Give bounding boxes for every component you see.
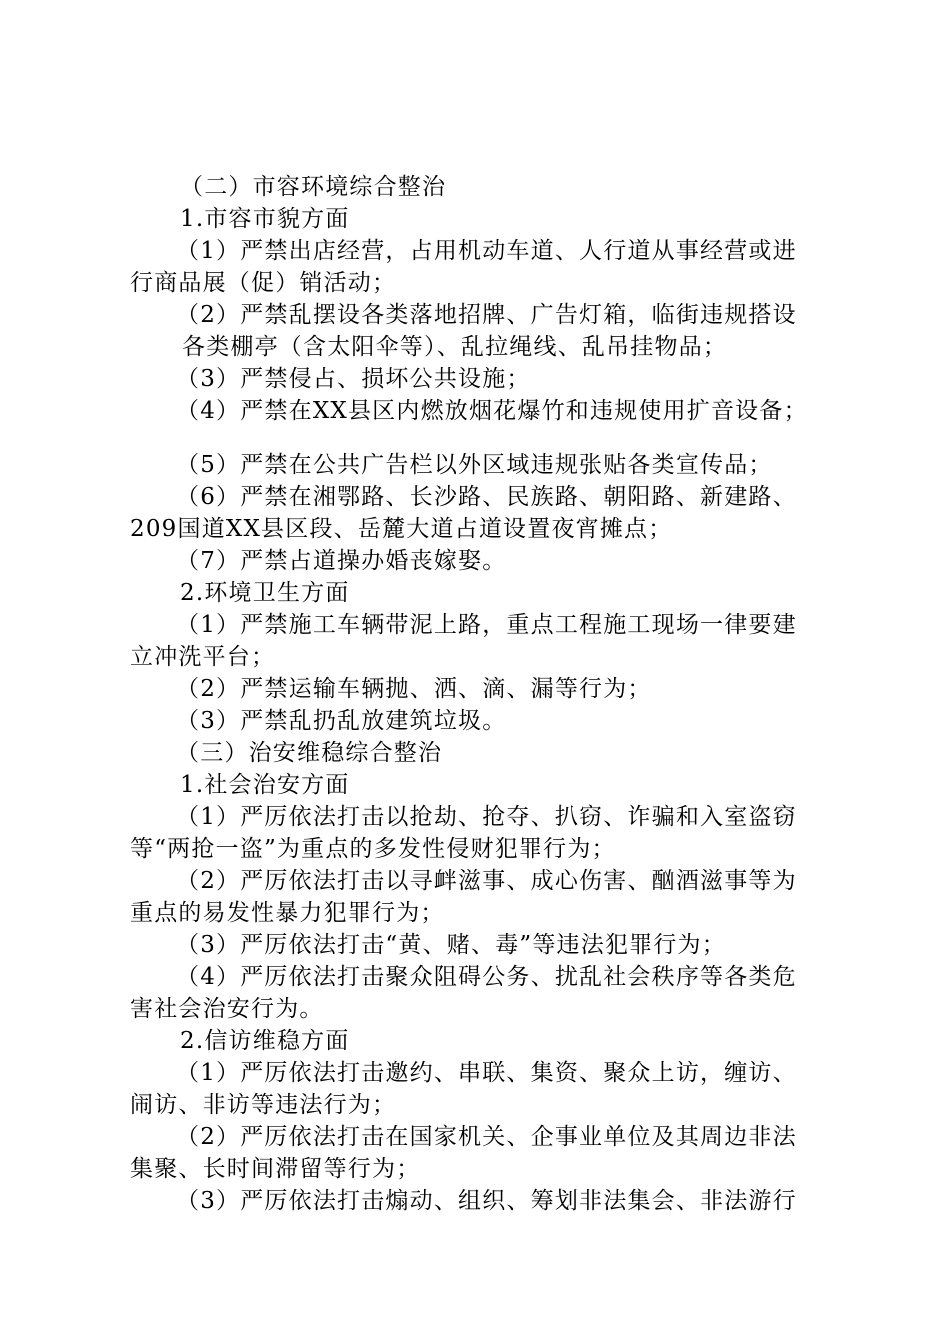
paragraph-line: （3）严禁乱扔乱放建筑垃圾。	[176, 708, 507, 734]
paragraph-line: （3）严厉依法打击“黄、赌、毒”等违法犯罪行为；	[176, 932, 726, 958]
paragraph-line: （4）严厉依法打击聚众阻碍公务、扰乱社会秩序等各类危	[176, 964, 797, 990]
paragraph-line: （4）严禁在XX县区内燃放烟花爆竹和违规使用扩音设备；	[176, 398, 808, 424]
paragraph-line: （3）严禁侵占、损坏公共设施；	[176, 366, 531, 392]
document-body	[130, 171, 830, 1217]
paragraph-line: （5）严禁在公共广告栏以外区域违规张贴各类宣传品；	[176, 452, 773, 478]
paragraph-line: （2）严厉依法打击在国家机关、企事业单位及其周边非法	[176, 1124, 797, 1150]
section-heading: （三）治安维稳综合整治	[176, 740, 443, 766]
paragraph-line: （1）严禁施工车辆带泥上路，重点工程施工现场一律要建	[176, 612, 797, 638]
paragraph-line: 等“两抢一盗”为重点的多发性侵财犯罪行为；	[130, 836, 616, 862]
paragraph-line: （2）严禁运输车辆抛、洒、滴、漏等行为；	[176, 676, 652, 702]
subsection-heading: 2.信访维稳方面	[180, 1028, 350, 1054]
paragraph-line: 209国道XX县区段、岳麓大道占道设置夜宵摊点；	[130, 516, 673, 542]
section-heading: （二）市容环境综合整治	[180, 174, 447, 200]
paragraph-line: （1）严禁出店经营，占用机动车道、人行道从事经营或进	[176, 238, 797, 264]
paragraph-line: （2）严禁乱摆设各类落地招牌、广告灯箱，临街违规搭设	[176, 302, 797, 328]
paragraph-line: （3）严厉依法打击煽动、组织、筹划非法集会、非法游行	[176, 1188, 797, 1214]
paragraph-line: （7）严禁占道操办婚丧嫁娶。	[176, 548, 507, 574]
paragraph-line: （2）严厉依法打击以寻衅滋事、成心伤害、酗酒滋事等为	[176, 868, 797, 894]
paragraph-line: 集聚、长时间滞留等行为；	[130, 1156, 421, 1182]
paragraph-line: 立冲洗平台；	[130, 644, 276, 670]
paragraph-line: 行商品展（促）销活动；	[130, 270, 397, 296]
paragraph-line: （1）严厉依法打击以抢劫、抢夺、扒窃、诈骗和入室盗窃	[176, 804, 797, 830]
paragraph-line: 各类棚亭（含太阳伞等）、乱拉绳线、乱吊挂物品；	[182, 334, 728, 360]
subsection-heading: 1.市容市貌方面	[180, 206, 350, 232]
subsection-heading: 1.社会治安方面	[180, 772, 350, 798]
paragraph-line: 害社会治安行为。	[130, 996, 324, 1022]
subsection-heading: 2.环境卫生方面	[180, 580, 350, 606]
paragraph-line: （6）严禁在湘鄂路、长沙路、民族路、朝阳路、新建路、	[176, 484, 797, 510]
paragraph-line: 闹访、非访等违法行为；	[130, 1092, 397, 1118]
blank-gap	[130, 427, 830, 449]
paragraph-line: （1）严厉依法打击邀约、串联、集资、聚众上访，缠访、	[176, 1060, 797, 1086]
paragraph-line: 重点的易发性暴力犯罪行为；	[130, 900, 445, 926]
